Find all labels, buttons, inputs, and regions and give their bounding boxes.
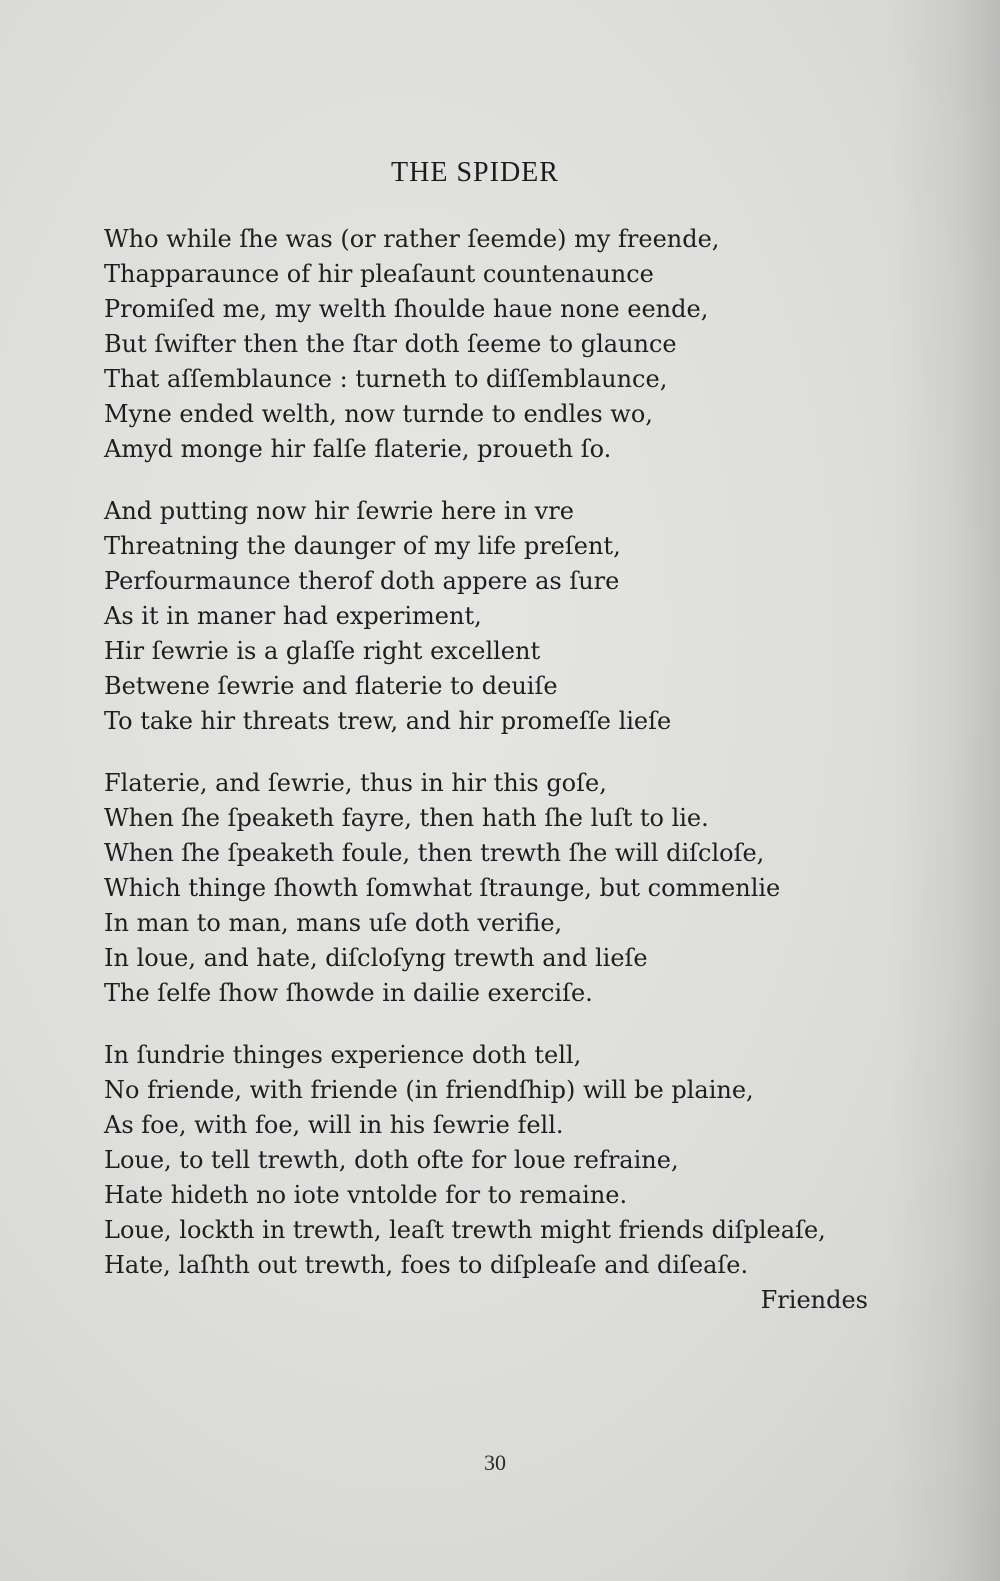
poem-line: Hir ſewrie is a glaſſe right excellent (104, 637, 541, 665)
poem-line: The ſelfe ſhow ſhowde in dailie exerciſe. (104, 979, 593, 1007)
catchword: Friendes (760, 1286, 868, 1314)
poem-line: Which thinge ſhowth ſomwhat ſtraunge, but commenlie (104, 874, 781, 902)
stanza-1 (104, 222, 884, 467)
poem-line: As foe, with foe, will in his ſewrie fell. (104, 1111, 564, 1139)
poem-line: Loue, lockth in trewth, leaſt trewth might friends diſpleaſe, (104, 1216, 826, 1244)
poem-line: As it in maner had experiment, (104, 602, 482, 630)
poem-line: Who while ſhe was (or rather ſeemde) my freende, (104, 225, 720, 253)
poem-line: Promiſed me, my welth ſhoulde haue none eende, (104, 295, 709, 323)
page-number: 30 (484, 1450, 506, 1475)
poem-line: No friende, with friende (in friendſhip) will be plaine, (104, 1076, 754, 1104)
poem-line: Loue, to tell trewth, doth ofte for loue refraine, (104, 1146, 679, 1174)
poem-line: In man to man, mans uſe doth verifie, (104, 909, 563, 937)
poem-line: Threatning the daunger of my life preſent, (104, 532, 621, 560)
poem-line: When ſhe ſpeaketh fayre, then hath ſhe luſt to lie. (104, 804, 709, 832)
poem-line: Hate, laſhth out trewth, foes to diſpleaſe and diſeaſe. (104, 1251, 749, 1279)
poem-line: And putting now hir ſewrie here in vre (104, 497, 574, 525)
poem-line: Amyd monge hir falſe flaterie, proueth ſo. (104, 435, 612, 463)
poem-line: When ſhe ſpeaketh foule, then trewth ſhe will diſcloſe, (104, 839, 765, 867)
poem-line: Myne ended welth, now turnde to endles wo, (104, 400, 653, 428)
stanza-3 (104, 766, 884, 1011)
poem-line: That aſſemblaunce : turneth to diſſemblaunce, (104, 365, 668, 393)
stanza-4 (104, 1038, 884, 1283)
poem-line: Betwene ſewrie and flaterie to deuiſe (104, 672, 558, 700)
poem-line: Perfourmaunce therof doth appere as ſure (104, 567, 620, 595)
poem-line: In loue, and hate, diſcloſyng trewth and lieſe (104, 944, 648, 972)
poem-body (104, 222, 884, 1310)
page-gutter-shadow (890, 0, 1000, 1581)
poem-title: THE SPIDER (391, 157, 559, 188)
poem-line: To take hir threats trew, and hir promeſſe lieſe (104, 707, 672, 735)
stanza-2 (104, 494, 884, 739)
poem-line: Hate hideth no iote vntolde for to remaine. (104, 1181, 628, 1209)
poem-line: Flaterie, and ſewrie, thus in hir this goſe, (104, 769, 607, 797)
poem-line: Thapparaunce of hir pleaſaunt countenaunce (104, 260, 654, 288)
poem-line: In ſundrie thinges experience doth tell, (104, 1041, 582, 1069)
poem-line: But ſwifter then the ſtar doth ſeeme to glaunce (104, 330, 677, 358)
